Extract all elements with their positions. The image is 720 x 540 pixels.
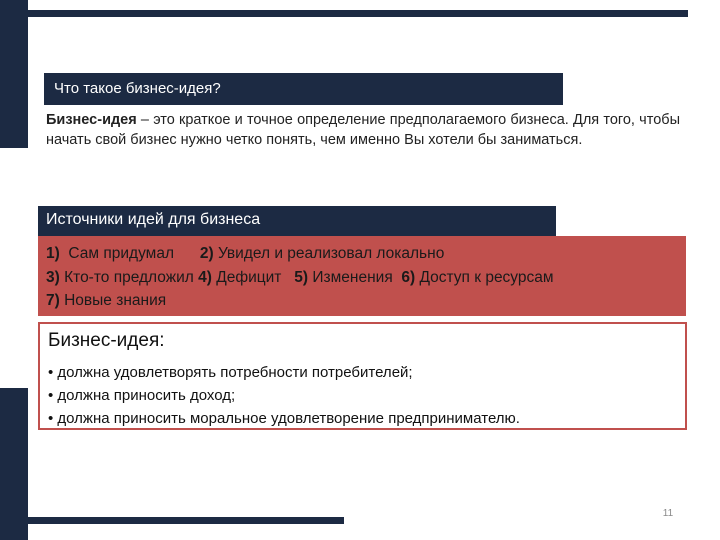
requirements-title: Бизнес-идея: [48,330,165,351]
requirement-item: • должна приносить моральное удовлетворение предпринимателю. [48,410,520,427]
requirement-item: • должна приносить доход; [48,387,236,404]
source-item-label: Доступ к ресурсам [419,268,554,286]
page-number: 11 [662,508,674,519]
top-decorative-bar [28,10,688,17]
sources-list [38,236,686,316]
source-item-label: Дефицит [216,268,282,286]
definition-paragraph [46,110,680,150]
source-item-number: 6) [401,268,416,286]
source-item-label: Сам придумал [68,245,174,262]
source-item-number: 4) [198,268,212,286]
source-item-number: 2) [199,245,214,262]
question-title: Что такое бизнес-идея? [44,73,563,105]
source-item-label: Новые знания [64,292,167,309]
definition-text: – это краткое и точное определение предполагаемого бизнеса. Для того, чтобы начать свой бизнес нужно четко понять, чем именно Вы хотели бы заниматься. [46,112,680,148]
bottom-decorative-bar [28,517,344,524]
source-item-label: Увидел и реализовал локально [217,245,445,262]
source-item-number: 3) [46,268,60,286]
requirements-box [38,322,687,430]
source-item-number: 5) [294,268,309,286]
left-decorative-bar-bottom [0,388,28,540]
source-item-number: 1) [46,245,60,262]
sources-line-1 [46,242,686,266]
sources-line-3 [46,289,686,313]
requirement-item: • должна удовлетворять потребности потребителей; [48,364,413,381]
definition-term: Бизнес-идея [46,112,137,128]
sources-line-2 [46,266,686,290]
source-item-label: Кто-то предложил [64,268,194,286]
source-item-number: 7) [46,292,60,309]
source-item-label: Изменения [312,268,393,286]
sources-title: Источники идей для бизнеса [38,206,556,236]
left-decorative-bar-top [0,0,28,148]
